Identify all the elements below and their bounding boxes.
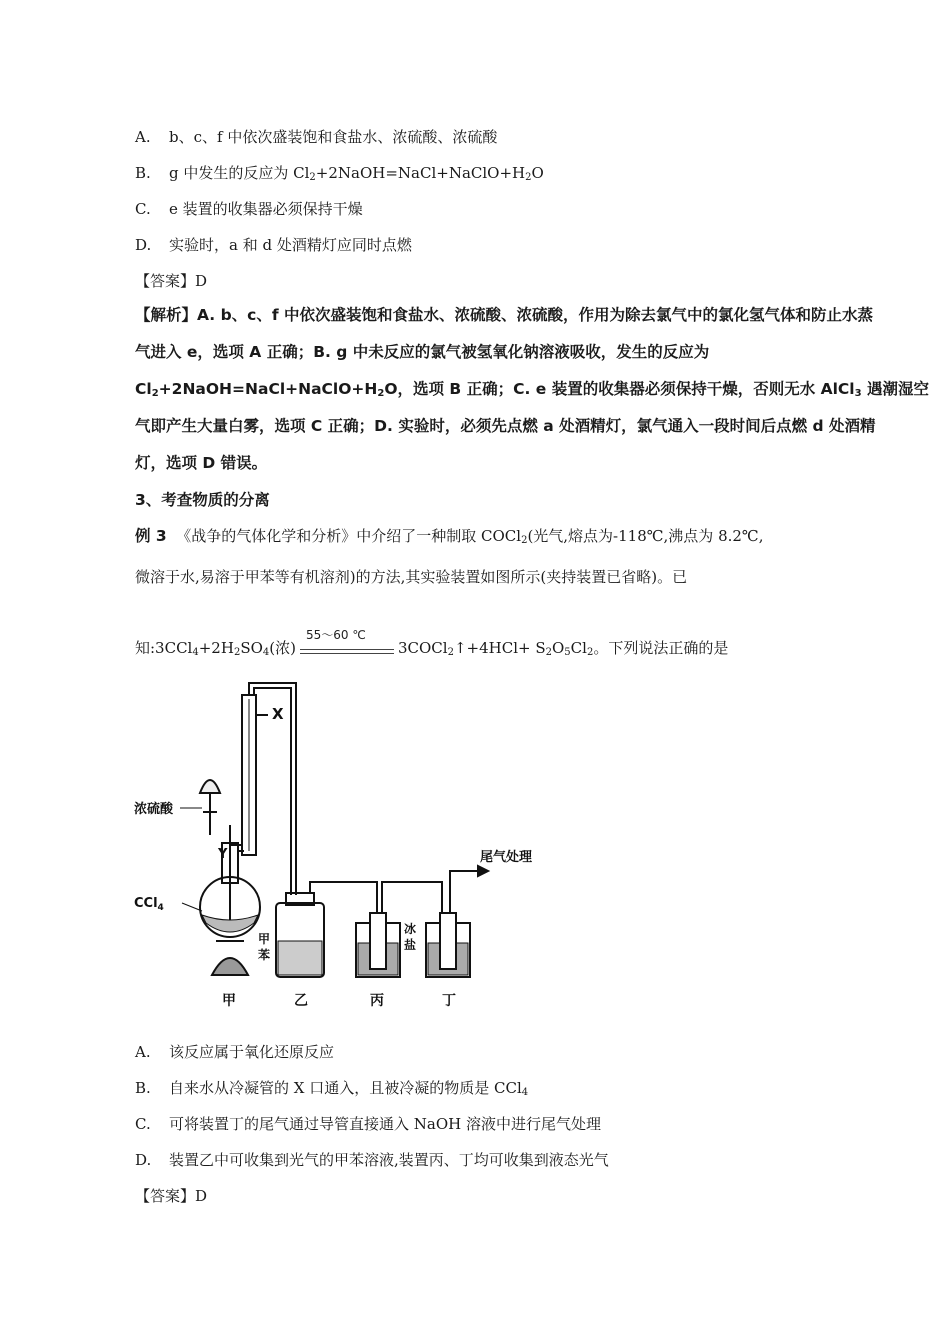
condition-text: 55～60 ℃ xyxy=(305,628,366,642)
option-letter: A. xyxy=(135,128,151,146)
section-heading: 3、考查物质的分离 xyxy=(135,491,270,509)
option-letter: C. xyxy=(135,1115,151,1133)
test-tube-bing xyxy=(370,913,386,969)
equation-text: ↑+4HCl+ S xyxy=(453,639,546,657)
label-ding: 丁 xyxy=(442,993,456,1009)
subscript: 4 xyxy=(192,647,199,658)
subscript: 2 xyxy=(309,172,316,183)
tail-gas-arrow xyxy=(478,866,488,876)
subscript: 2 xyxy=(525,172,532,183)
subscript: 2 xyxy=(151,388,159,399)
answer-1: 【答案】D xyxy=(135,272,208,290)
label-ccl4-sub: 4 xyxy=(157,903,164,913)
analysis-text: O，选项 B 正确；C. e 装置的收集器必须保持干燥，否则无水 AlCl xyxy=(384,380,855,398)
subscript: 2 xyxy=(545,647,552,658)
example-equation xyxy=(135,628,729,660)
equation-text: 知:3CCl xyxy=(135,639,193,657)
example-text: 《战争的气体化学和分析》中介绍了一种制取 COCl xyxy=(176,527,522,545)
option-text: 装置乙中可收集到光气的甲苯溶液,装置丙、丁均可收集到液态光气 xyxy=(169,1151,609,1169)
option-c1 xyxy=(135,198,363,220)
label-ccl4-text: CCl xyxy=(134,896,158,911)
option-letter: B. xyxy=(135,1079,151,1097)
label-x: X xyxy=(272,705,284,723)
equation-text: (浓) xyxy=(269,639,296,657)
pipe-yi-bing xyxy=(310,882,377,945)
analysis-text: +2NaOH=NaCl+NaClO+H xyxy=(158,380,378,398)
option-text: 该反应属于氧化还原反应 xyxy=(169,1043,335,1061)
equation-text: O xyxy=(551,639,565,657)
option-letter: A. xyxy=(135,1043,151,1061)
option-text: 自来水从冷凝管的 X 口通入，且被冷凝的物质是 CCl xyxy=(169,1079,522,1097)
equation-text: +2H xyxy=(198,639,234,657)
example-text: (光气,熔点为-118℃,沸点为 8.2℃, xyxy=(527,527,764,545)
toluene-liquid xyxy=(278,941,322,975)
option-a1 xyxy=(135,126,497,148)
label-toluene-1: 甲 xyxy=(258,932,271,946)
option-d1 xyxy=(135,234,412,256)
reaction-arrow-bar xyxy=(300,649,394,654)
subscript: 2 xyxy=(521,535,528,546)
option-c2 xyxy=(135,1113,601,1135)
option-text: 实验时，a 和 d 处酒精灯应同时点燃 xyxy=(169,236,412,254)
option-letter: D. xyxy=(135,236,152,254)
analysis-text: Cl xyxy=(135,380,152,398)
option-text: g 中发生的反应为 Cl xyxy=(169,164,310,182)
option-text: +2NaOH=NaCl+NaClO+H xyxy=(315,164,526,182)
label-toluene-2: 苯 xyxy=(258,948,271,962)
option-letter: B. xyxy=(135,164,151,182)
label-yi: 乙 xyxy=(294,993,308,1009)
option-letter: C. xyxy=(135,200,151,218)
analysis-line-3 xyxy=(135,371,929,408)
analysis-line-2: 气进入 e，选项 A 正确；B. g 中未反应的氯气被氢氧化钠溶液吸收，发生的反应为 xyxy=(135,343,710,361)
label-y: Y xyxy=(218,847,228,862)
equation-text: 。下列说法正确的是 xyxy=(593,639,729,657)
test-tube-ding xyxy=(440,913,456,969)
equation-text: SO xyxy=(240,639,263,657)
label-bing: 丙 xyxy=(370,993,384,1009)
option-text: b、c、f 中依次盛装饱和食盐水、浓硫酸、浓硫酸 xyxy=(169,128,498,146)
equation-text: Cl xyxy=(570,639,587,657)
subscript: 2 xyxy=(586,647,594,658)
analysis-line-4: 气即产生大量白雾，选项 C 正确；D. 实验时，必须先点燃 a 处酒精灯，氯气通入一段时间后点燃 d 处酒精 xyxy=(135,417,876,435)
label-jia: 甲 xyxy=(222,993,236,1009)
label-ice-1: 冰 xyxy=(404,922,417,936)
label-tail-gas: 尾气处理 xyxy=(480,850,533,865)
option-b1 xyxy=(135,162,544,184)
lamp xyxy=(212,958,248,975)
subscript: 5 xyxy=(564,647,571,658)
apparatus-diagram xyxy=(130,675,550,1015)
subscript: 2 xyxy=(233,647,241,658)
option-text: e 装置的收集器必须保持干燥 xyxy=(169,200,363,218)
subscript: 4 xyxy=(521,1087,529,1098)
tail-gas-pipe xyxy=(450,871,478,913)
example-line-2: 微溶于水,易溶于甲苯等有机溶剂)的方法,其实验装置如图所示(夹持装置已省略)。已 xyxy=(135,568,688,586)
option-a2 xyxy=(135,1041,334,1063)
analysis-line-1: 【解析】A. b、c、f 中依次盛装饱和食盐水、浓硫酸、浓硫酸，作用为除去氯气中的氯化氢气体和防止水蒸 xyxy=(135,306,873,324)
subscript: 4 xyxy=(262,647,270,658)
label-ice-2: 盐 xyxy=(404,938,417,952)
example-line-1 xyxy=(135,525,763,547)
answer-2: 【答案】D xyxy=(135,1187,208,1205)
analysis-line-5: 灯，选项 D 错误。 xyxy=(135,454,268,472)
option-letter: D. xyxy=(135,1151,152,1169)
label-ccl4 xyxy=(134,896,164,913)
funnel-body xyxy=(200,780,220,793)
subscript: 2 xyxy=(377,388,385,399)
subscript: 3 xyxy=(854,388,862,399)
analysis-text: 遇潮湿空 xyxy=(861,380,929,398)
subscript: 2 xyxy=(447,647,454,658)
reaction-condition xyxy=(300,628,394,660)
option-text: O xyxy=(531,164,544,182)
equation-text: 3COCl xyxy=(397,639,448,657)
option-b2 xyxy=(135,1077,528,1099)
option-d2 xyxy=(135,1149,609,1171)
label-acid: 浓硫酸 xyxy=(134,802,174,817)
option-text: 可将装置丁的尾气通过导管直接通入 NaOH 溶液中进行尾气处理 xyxy=(169,1115,601,1133)
example-label: 例 3 xyxy=(135,527,167,545)
